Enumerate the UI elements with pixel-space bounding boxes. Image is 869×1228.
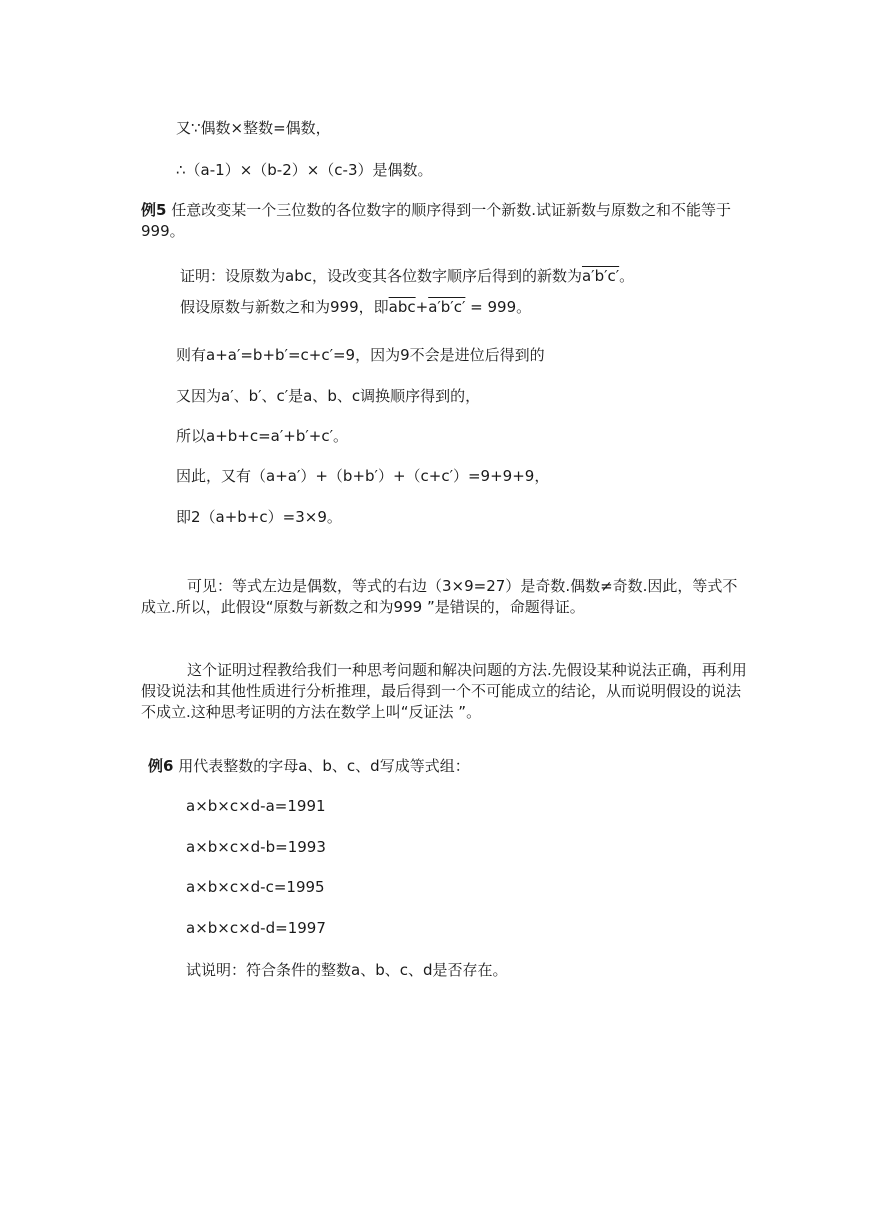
ex6-equation-3: a×b×c×d-c=1995 [186, 878, 325, 896]
ex5-problem-text: 任意改变某一个三位数的各位数字的顺序得到一个新数.试证新数与原数之和不能等于999。 [141, 201, 731, 240]
ex5-problem [141, 200, 741, 242]
ex6-question: 试说明：符合条件的整数a、b、c、d是否存在。 [186, 961, 508, 979]
ex5-conclusion-paragraph: 可见：等式左边是偶数，等式的右边（3×9=27）是奇数.偶数≠奇数.因此，等式不成立.所以，此假设“原数与新数之和为999 ”是错误的，命题得证。 [141, 577, 738, 616]
ex5-step1: 则有a+a′=b+b′=c+c′=9，因为9不会是进位后得到的 [176, 346, 545, 364]
ex5-label: 例5 [141, 201, 167, 219]
proof-line1-prefix: 证明：设原数为abc，设改变其各位数字顺序后得到的新数为 [180, 267, 582, 285]
proof-line2-overlined-abc: $\overline{abc}$ [388, 298, 416, 316]
ex6-label: 例6 [148, 757, 174, 775]
ex5-method-paragraph: 这个证明过程教给我们一种思考问题和解决问题的方法.先假设某种说法正确，再利用假设说法和其他性质进行分析推理，最后得到一个不可能成立的结论，从而说明假设的说法不成立.这种思考证明的方法在数学上叫“反证法 ”。 [141, 661, 747, 721]
proof-line2-overlined-new: a′b′c′ [428, 298, 466, 316]
proof-line2-suffix: = 999。 [470, 298, 532, 316]
ex4-line-even-times-int: 又∵偶数×整数=偶数， [176, 119, 331, 137]
proof-line2-plus: + [415, 298, 429, 316]
ex6-equation-4: a×b×c×d-d=1997 [186, 919, 326, 937]
ex5-step5: 即2（a+b+c）=3×9。 [176, 508, 342, 526]
ex4-line-conclusion: ∴（a-1）×（b-2）×（c-3）是偶数。 [176, 161, 433, 179]
ex5-proof-line2 [180, 297, 531, 317]
ex5-step2: 又因为a′、b′、c′是a、b、c调换顺序得到的， [176, 387, 481, 405]
ex5-proof-line1 [180, 266, 634, 286]
proof-line1-overlined-number: a′b′c′ [581, 267, 620, 285]
ex6-problem [148, 756, 470, 776]
proof-line1-suffix: 。 [619, 267, 635, 285]
ex6-equation-2: a×b×c×d-b=1993 [186, 838, 326, 856]
ex5-step3: 所以a+b+c=a′+b′+c′。 [176, 427, 348, 445]
proof-line2-prefix: 假设原数与新数之和为999，即 [180, 298, 389, 316]
ex6-problem-text: 用代表整数的字母a、b、c、d写成等式组： [178, 757, 470, 775]
ex5-step4: 因此，又有（a+a′）+（b+b′）+（c+c′）=9+9+9， [176, 467, 550, 485]
ex6-equation-1: a×b×c×d-a=1991 [186, 797, 326, 815]
